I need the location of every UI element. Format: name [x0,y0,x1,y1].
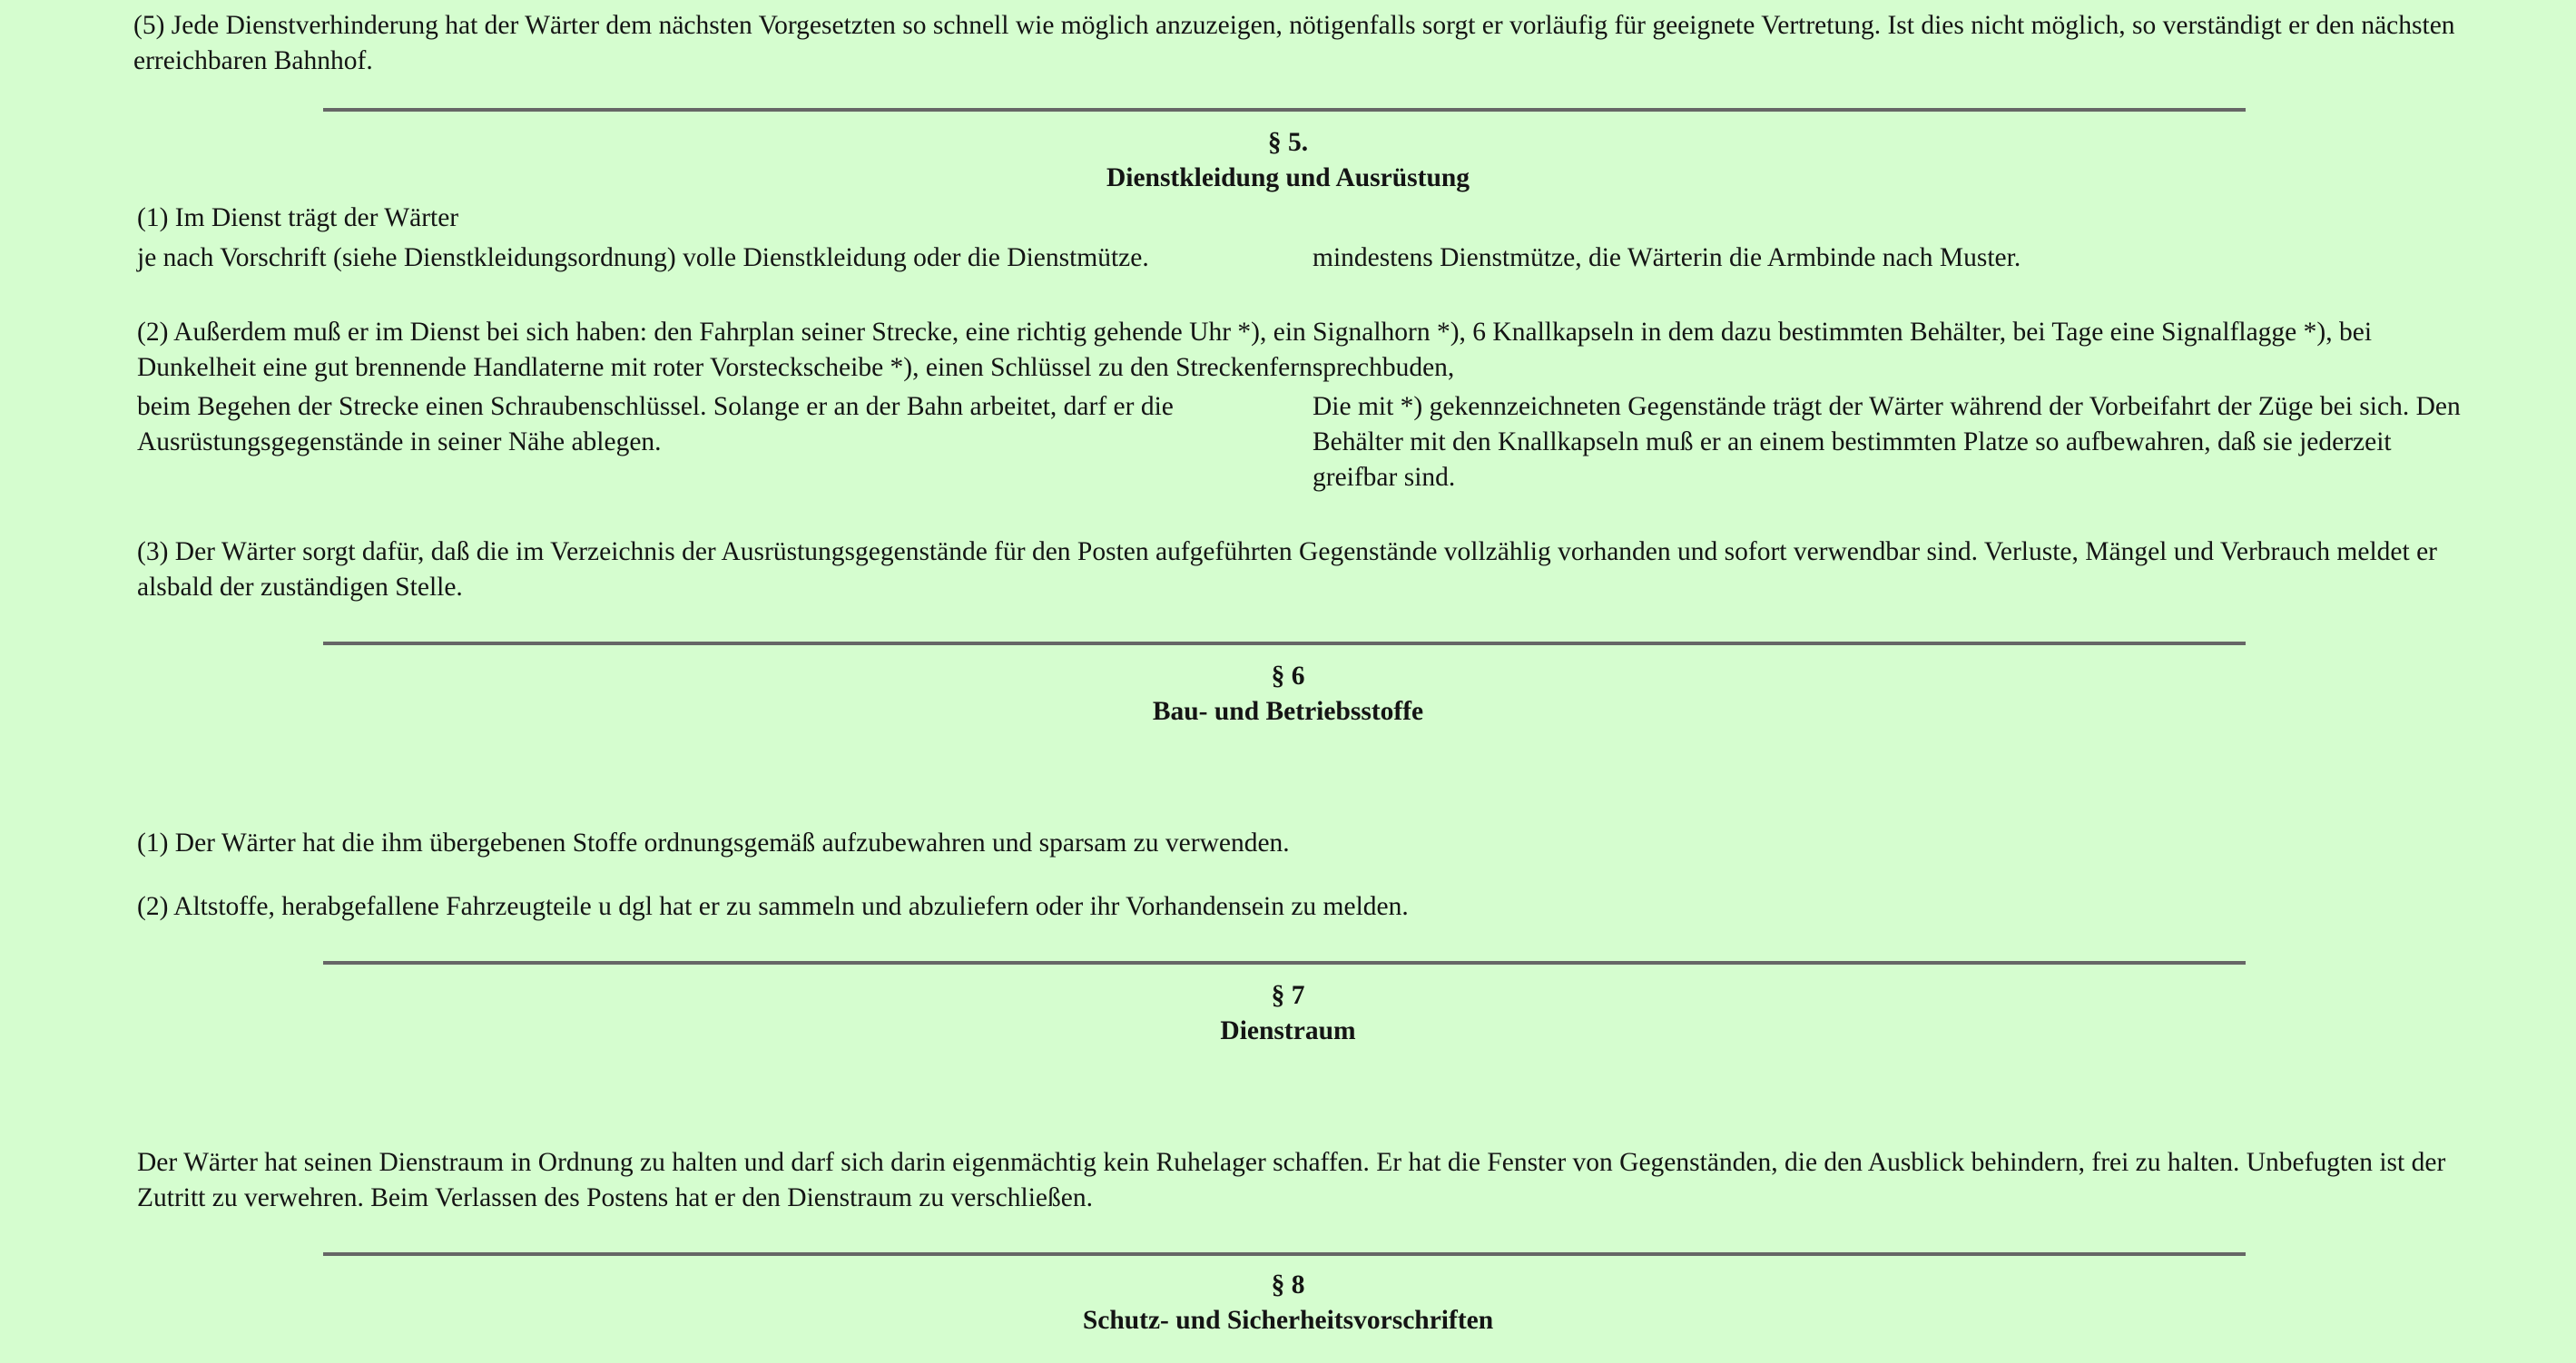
section-5-p2-right-column: Die mit *) gekennzeichneten Gegenstände trägt der Wärter während der Vorbeifahrt der Züge bei sich. Den Behälter mit den Knallkapseln muß er an einem bestimmten Platze so aufbewahren, daß sie jederzeit greifbar sind. [1313,392,2461,492]
section-number: § 5. [1267,128,1309,157]
section-5-heading [0,125,2576,196]
section-6-p2: (2) Altstoffe, herabgefallene Fahrzeugteile u dgl hat er zu sammeln und abzuliefern oder ihr Vorhandensein zu melden. [137,892,1409,921]
section-number: § 7 [1271,981,1305,1010]
section-title: Dienstraum [1220,1016,1356,1045]
section-7-heading [0,978,2576,1049]
section-6-p1: (1) Der Wärter hat die ihm übergebenen Stoffe ordnungsgemäß aufzubewahren und sparsam zu verwenden. [137,829,1290,858]
paragraph-5-dienstverhinderung: (5) Jede Dienstverhinderung hat der Wärter dem nächsten Vorgesetzten so schnell wie möglich anzuzeigen, nötigenfalls sorgt er vorläufig für geeignete Vertretung. Ist dies nicht möglich, so verständigt er den nächsten erreichbaren Bahnhof. [133,11,2455,75]
section-number: § 8 [1271,1270,1305,1299]
section-title: Schutz- und Sicherheitsvorschriften [1082,1306,1494,1335]
section-5-p1-intro: (1) Im Dienst trägt der Wärter [137,203,459,232]
section-6-heading [0,659,2576,730]
divider-line [323,961,2246,965]
section-5-p2-left-column: beim Begehen der Strecke einen Schraubenschlüssel. Solange er an der Bahn arbeitet, darf er die Ausrüstungsgegenstände in seiner Nähe ablegen. [137,392,1174,456]
section-title: Bau- und Betriebsstoffe [1152,697,1424,726]
divider-line [323,1252,2246,1256]
section-number: § 6 [1271,662,1305,691]
section-8-heading [0,1268,2576,1338]
section-5-p1-right-column: mindestens Dienstmütze, die Wärterin die Armbinde nach Muster. [1313,243,2021,272]
section-5-p3: (3) Der Wärter sorgt dafür, daß die im Verzeichnis der Ausrüstungsgegenstände für den Posten aufgeführten Gegenstände vollzählig vorhanden und sofort verwendbar sind. Verluste, Mängel und Verbrauch meldet er alsbald der zuständigen Stelle. [137,537,2437,602]
divider-line [323,108,2246,112]
section-title: Dienstkleidung und Ausrüstung [1106,163,1470,192]
section-5-p1-left-column: je nach Vorschrift (siehe Dienstkleidungsordnung) volle Dienstkleidung oder die Dienstmütze. [137,243,1149,272]
section-7-p1: Der Wärter hat seinen Dienstraum in Ordnung zu halten und darf sich darin eigenmächtig kein Ruhelager schaffen. Er hat die Fenster von Gegenständen, die den Ausblick behindern, frei zu halten. Unbefugten ist der Zutritt zu verwehren. Beim Verlassen des Postens hat er den Dienstraum zu verschließen. [137,1148,2446,1212]
divider-line [323,642,2246,645]
section-5-p2: (2) Außerdem muß er im Dienst bei sich haben: den Fahrplan seiner Strecke, eine richtig gehende Uhr *), ein Signalhorn *), 6 Knallkapseln in dem dazu bestimmten Behälter, bei Tage eine Signalflagge *), bei Dunkelheit eine gut brennende Handlaterne mit roter Vorsteckscheibe *), einen Schlüssel zu den Streckenfernsprechbuden, [137,318,2373,382]
